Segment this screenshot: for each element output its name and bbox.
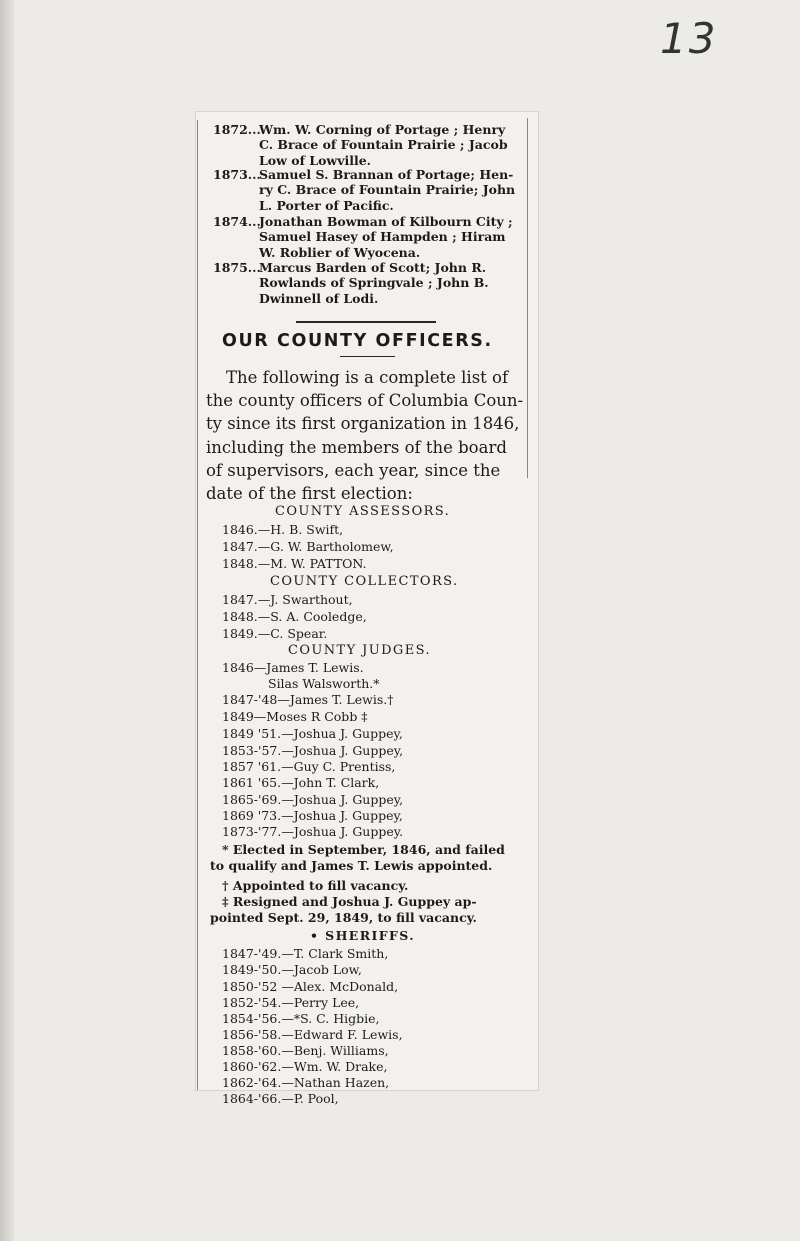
list-item: 1848.—M. W. PATTON. [222, 556, 367, 571]
list-item: 1858-'60.—Benj. Williams, [222, 1043, 389, 1058]
list-item: 1849 '51.—Joshua J. Guppey, [222, 726, 403, 741]
entry-line: L. Porter of Pacific. [259, 197, 394, 213]
entry-line: C. Brace of Fountain Prairie ; Jacob [259, 137, 508, 153]
section-title-judges: COUNTY JUDGES. [288, 643, 431, 658]
list-item: 1873-'77.—Joshua J. Guppey. [222, 824, 404, 839]
page-binding-edge [0, 0, 14, 1241]
footnote: † Appointed to fill vacancy. [222, 878, 409, 893]
footnote: * Elected in September, 1846, and failed [222, 842, 505, 857]
entry-line: ry C. Brace of Fountain Prairie; John [259, 182, 516, 198]
intro-line: date of the first election: [206, 484, 413, 504]
entry-line: Wm. W. Corning of Portage ; Henry [259, 122, 506, 137]
list-item: 1847-'49.—T. Clark Smith, [222, 946, 389, 961]
list-item: 1869 '73.—Joshua J. Guppey, [222, 808, 403, 823]
section-title-assessors: COUNTY ASSESSORS. [275, 504, 451, 519]
entry-line: Dwinnell of Lodi. [259, 290, 379, 306]
list-item: 1847.—G. W. Bartholomew, [222, 539, 394, 554]
entry-line: Samuel S. Brannan of Portage; Hen- [259, 167, 514, 182]
legislator-entry [213, 122, 533, 168]
entry-year: 1874... [213, 214, 261, 229]
footnote: to qualify and James T. Lewis appointed. [210, 858, 493, 873]
page-number: 13 [660, 14, 718, 63]
list-item: 1853-'57.—Joshua J. Guppey, [222, 743, 404, 758]
list-item: 1849—Moses R Cobb ‡ [222, 709, 368, 724]
footnote: ‡ Resigned and Joshua J. Guppey ap- [222, 894, 477, 909]
entry-line: Jonathan Bowman of Kilbourn City ; [259, 214, 513, 229]
list-item: 1847.—J. Swarthout, [222, 592, 353, 607]
list-item: 1864-'66.—P. Pool, [222, 1091, 339, 1106]
list-item: 1847-'48—James T. Lewis.† [222, 692, 394, 707]
list-item: 1846.—H. B. Swift, [222, 522, 344, 537]
list-item: 1848.—S. A. Cooledge, [222, 609, 367, 624]
list-item: Silas Walsworth.* [268, 676, 380, 691]
legislator-entry [213, 214, 533, 260]
list-item: 1861 '65.—John T. Clark, [222, 775, 380, 790]
entry-year: 1872... [213, 122, 261, 137]
list-item: 1862-'64.—Nathan Hazen, [222, 1075, 390, 1090]
section-title-collectors: COUNTY COLLECTORS. [270, 574, 459, 589]
page-title: OUR COUNTY OFFICERS. [222, 331, 493, 351]
intro-line: of supervisors, each year, since the [206, 460, 501, 480]
intro-line: including the members of the board [206, 437, 507, 457]
intro-line: ty since its first organization in 1846, [206, 414, 520, 434]
list-item: 1865-'69.—Joshua J. Guppey, [222, 792, 404, 807]
list-item: 1846—James T. Lewis. [222, 660, 364, 675]
list-item: 1856-'58.—Edward F. Lewis, [222, 1027, 403, 1042]
footnote: pointed Sept. 29, 1849, to fill vacancy. [210, 910, 477, 925]
list-item: 1852-'54.—Perry Lee, [222, 995, 360, 1010]
intro-paragraph [206, 366, 526, 505]
entry-year: 1875... [213, 260, 261, 275]
legislator-entry [213, 260, 533, 306]
clipping-left-rule [197, 120, 198, 1090]
list-item: 1860-'62.—Wm. W. Drake, [222, 1059, 388, 1074]
list-item: 1857 '61.—Guy C. Prentiss, [222, 759, 396, 774]
entry-line: Rowlands of Springvale ; John B. [259, 275, 489, 291]
entry-line: Low of Lowville. [259, 152, 372, 168]
legislator-entry [213, 167, 533, 213]
entry-year: 1873... [213, 167, 261, 182]
section-title-sheriffs: • SHERIFFS. [310, 928, 416, 943]
section-divider [296, 321, 436, 323]
list-item: 1849.—C. Spear. [222, 626, 328, 641]
list-item: 1854-'56.—*S. C. Higbie, [222, 1011, 380, 1026]
entry-line: W. Roblier of Wyocena. [259, 244, 421, 260]
intro-line: The following is a complete list of [226, 368, 509, 387]
entry-line: Marcus Barden of Scott; John R. [259, 260, 487, 275]
intro-line: the county officers of Columbia Coun- [206, 391, 524, 411]
list-item: 1850-'52 —Alex. McDonald, [222, 979, 399, 994]
entry-line: Samuel Hasey of Hampden ; Hiram [259, 229, 506, 245]
list-item: 1849-'50.—Jacob Low, [222, 962, 362, 977]
title-underline [340, 356, 395, 357]
